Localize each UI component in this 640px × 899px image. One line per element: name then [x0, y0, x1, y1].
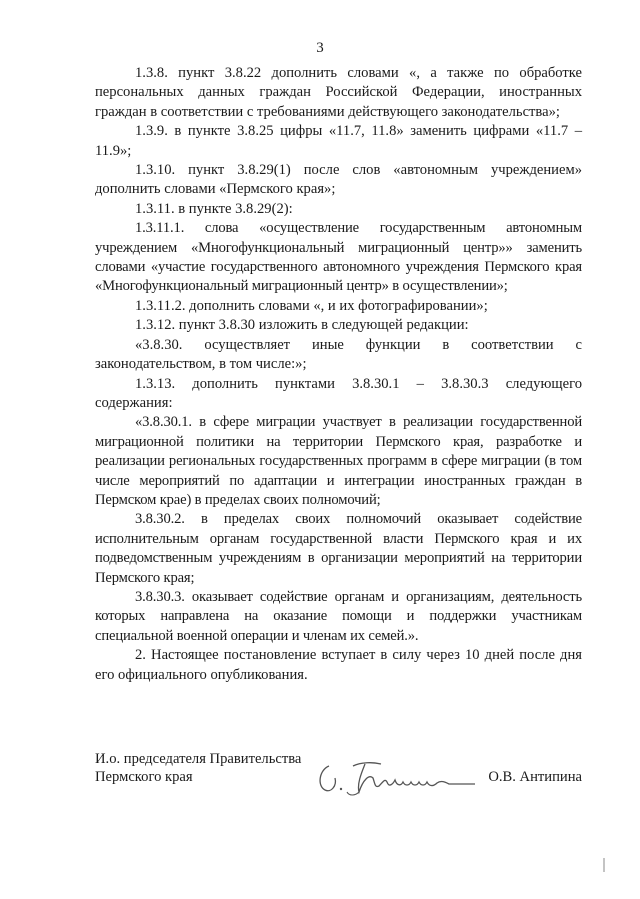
paragraph-3-8-30-3: 3.8.30.3. оказывает содействие органам и организациям, деятельность которых направлена на оказание помощи и поддержки участникам специальной военной операции и членам их семей.». — [95, 588, 582, 644]
paragraph-3-8-30: «3.8.30. осуществляет иные функции в соответствии с законодательством, в том числе:»; — [95, 336, 582, 373]
margin-mark — [603, 858, 605, 872]
paragraph-3-8-30-1: «3.8.30.1. в сфере миграции участвует в реализации государственной миграционной политики на территории Пермского края, разработке и реализации региональных государственных программ в сфере миграции (в том числе мероприятий по адаптации и интеграции иностранных граждан в Пермском крае) в пределах своих полномочий; — [95, 414, 582, 508]
paragraph-1-3-10: 1.3.10. пункт 3.8.29(1) после слов «автономным учреждением» дополнить словами «Пермского края»; — [95, 162, 582, 198]
paragraph-2-effective-date: 2. Настоящее постановление вступает в силу через 10 дней после дня его официального опубликования. — [95, 647, 582, 683]
paragraph-1-3-12: 1.3.12. пункт 3.8.30 изложить в следующей редакции: — [135, 317, 469, 334]
handwritten-signature — [315, 752, 485, 798]
paragraph-3-8-30-2: 3.8.30.2. в пределах своих полномочий оказывает содействие исполнительным органам государственной власти Пермского края и их подведомственным учреждениям в организации мероприятий на территории Пермского края; — [95, 511, 582, 586]
paragraph-1-3-8: 1.3.8. пункт 3.8.22 дополнить словами «, а также по обработке персональных данных граждан Российской Федерации, иностранных граждан в соответствии с требованиями действующего законодательства»; — [95, 65, 582, 120]
paragraph-1-3-11-2: 1.3.11.2. дополнить словами «, и их фотографировании»; — [135, 297, 488, 314]
signatory-title: И.о. председателя Правительства Пермского края — [95, 751, 302, 785]
paragraph-1-3-11: 1.3.11. в пункте 3.8.29(2): — [135, 200, 293, 217]
page-number: 3 — [316, 40, 324, 56]
paragraph-1-3-9: 1.3.9. в пункте 3.8.25 цифры «11.7, 11.8» заменить цифрами «11.7 – 11.9»; — [95, 123, 582, 159]
document-body — [95, 64, 582, 685]
paragraph-1-3-11-1: 1.3.11.1. слова «осуществление государственным автономным учреждением «Многофункциональный миграционный центр»» заменить словами «участие государственного автономного учреждения Пермского края «Многофункциональный миграционный центр» в осуществлении»; — [95, 220, 582, 295]
paragraph-1-3-13: 1.3.13. дополнить пунктами 3.8.30.1 – 3.8.30.3 следующего содержания: — [95, 375, 582, 411]
signatory-name: О.В. Антипина — [488, 769, 582, 785]
signature-block — [95, 750, 582, 810]
